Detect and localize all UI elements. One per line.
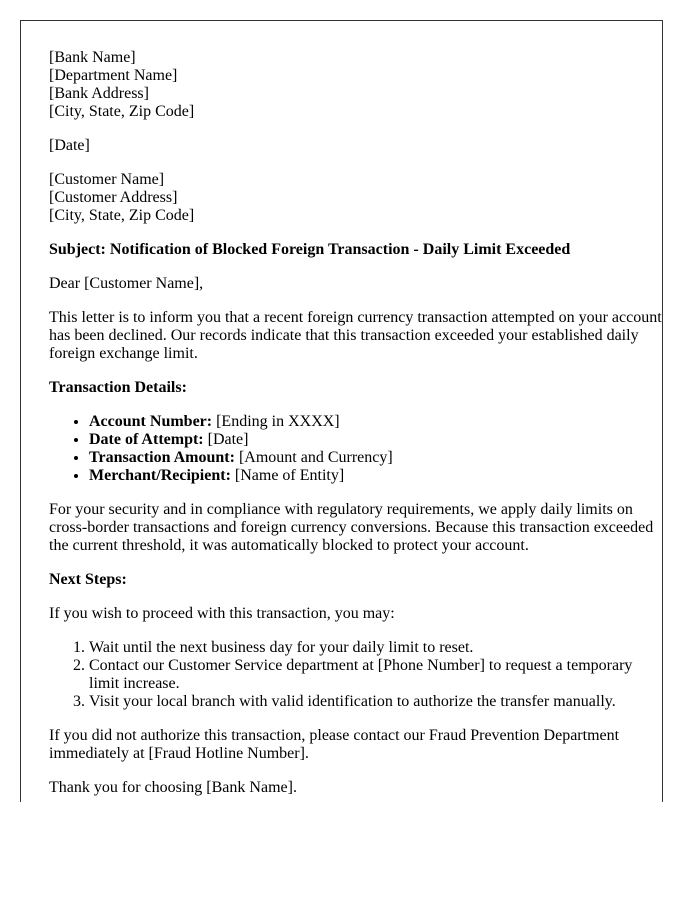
detail-value: [Date] bbox=[203, 431, 249, 448]
recipient-line: [Customer Address] bbox=[49, 189, 178, 206]
details-list bbox=[49, 413, 662, 485]
step-item: 1. Wait until the next business day for your daily limit to reset. bbox=[89, 639, 662, 657]
step-item: 2. Contact our Customer Service department at [Phone Number] to request a temporary limit increase. bbox=[89, 657, 662, 693]
letter-date: [Date] bbox=[49, 137, 90, 154]
recipient-line: [Customer Name] bbox=[49, 171, 165, 188]
sender-line: [Bank Address] bbox=[49, 85, 149, 102]
steps-list bbox=[49, 639, 662, 711]
salutation: Dear [Customer Name], bbox=[49, 275, 204, 292]
detail-item bbox=[89, 431, 662, 449]
intro-paragraph: This letter is to inform you that a recent foreign currency transaction attempted on your account has been declined. Our records indicate that this transaction exceeded your established daily foreign exchange limit. bbox=[49, 309, 662, 362]
detail-item bbox=[89, 413, 662, 431]
detail-label: Account Number: bbox=[89, 413, 213, 430]
subject-line: Subject: Notification of Blocked Foreign Transaction - Daily Limit Exceeded bbox=[49, 241, 571, 258]
detail-label: Date of Attempt: bbox=[89, 431, 204, 448]
step-item: 3. Visit your local branch with valid identification to authorize the transfer manually. bbox=[89, 693, 662, 711]
fraud-paragraph: If you did not authorize this transaction, please contact our Fraud Prevention Department immediately at [Fraud Hotline Number]. bbox=[49, 727, 620, 762]
detail-label: Transaction Amount: bbox=[89, 449, 235, 466]
letter bbox=[20, 20, 663, 802]
detail-value: [Amount and Currency] bbox=[234, 449, 393, 466]
detail-value: [Ending in XXXX] bbox=[212, 413, 340, 430]
sender-line: [City, State, Zip Code] bbox=[49, 103, 195, 120]
recipient-address bbox=[49, 171, 662, 225]
next-steps-heading: Next Steps: bbox=[49, 571, 127, 588]
recipient-line: [City, State, Zip Code] bbox=[49, 207, 195, 224]
detail-item bbox=[89, 449, 662, 467]
detail-value: [Name of Entity] bbox=[230, 467, 345, 484]
details-heading: Transaction Details: bbox=[49, 379, 187, 396]
detail-label: Merchant/Recipient: bbox=[89, 467, 231, 484]
security-paragraph: For your security and in compliance with regulatory requirements, we apply daily limits on cross-border transactions and foreign currency conversions. Because this transaction exceeded the current threshold, it was automatically blocked to protect your account. bbox=[49, 501, 654, 554]
next-steps-intro: If you wish to proceed with this transaction, you may: bbox=[49, 605, 395, 622]
sender-line: [Bank Name] bbox=[49, 49, 136, 66]
detail-item bbox=[89, 467, 662, 485]
sender-address bbox=[49, 49, 662, 121]
closing-line: Thank you for choosing [Bank Name]. bbox=[49, 779, 297, 796]
sender-line: [Department Name] bbox=[49, 67, 178, 84]
